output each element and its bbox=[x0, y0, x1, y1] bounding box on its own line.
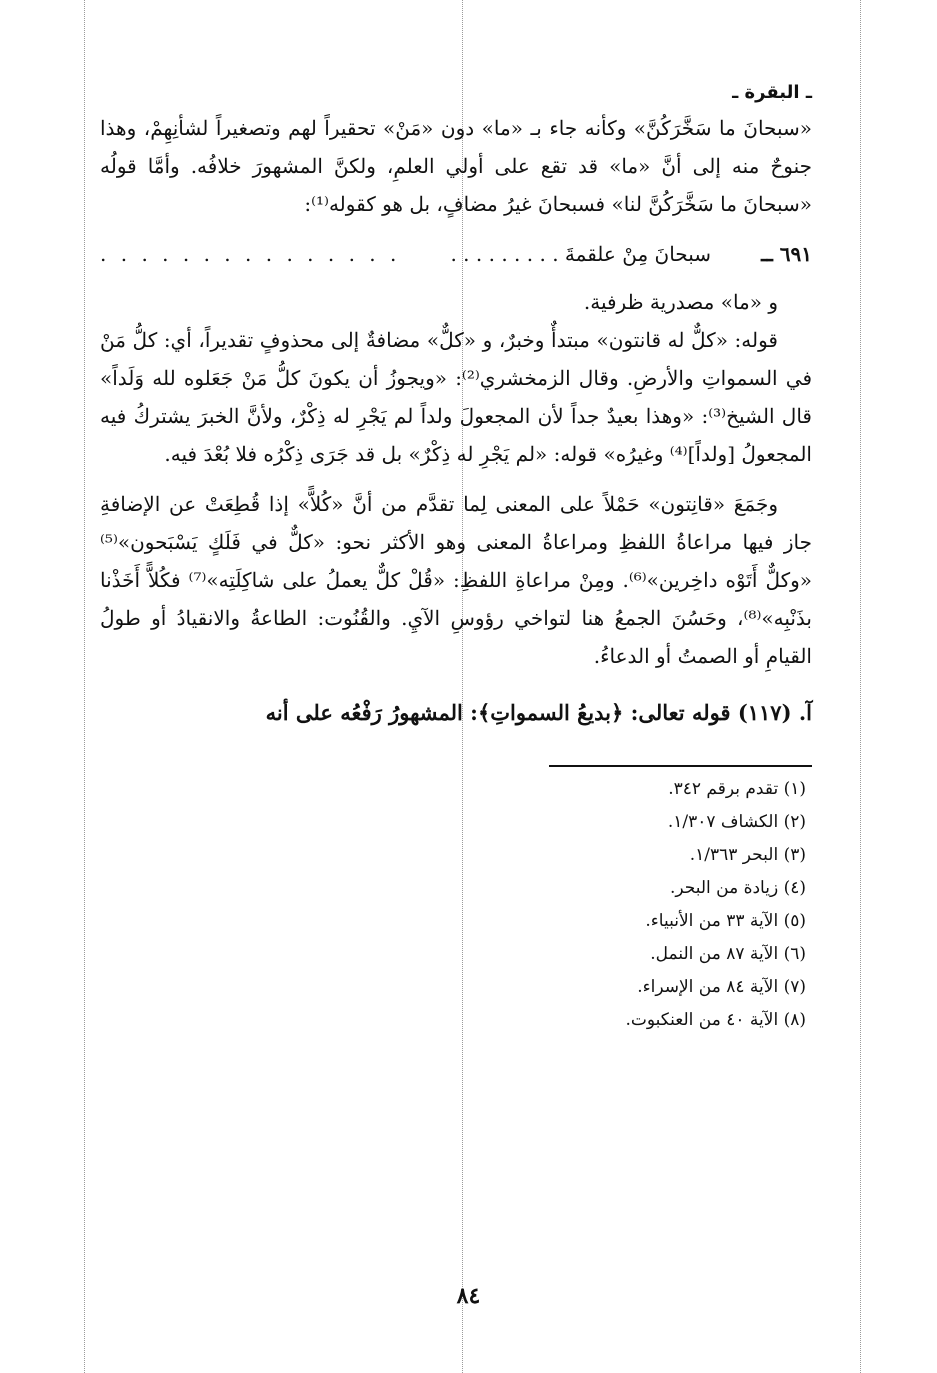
footnote-3: (٣) البحر ١/٣٦٣. bbox=[689, 845, 806, 865]
footnote-8: (٨) الآية ٤٠ من العنكبوت. bbox=[625, 1010, 806, 1030]
footnote-divider bbox=[549, 765, 812, 767]
paragraph-2: و «ما» مصدرية ظرفية. bbox=[583, 290, 778, 314]
verse-number: ٦٩١ ــ bbox=[761, 242, 812, 266]
verse-text: سبحانَ مِنْ علقمةَ . . . . . . . . . bbox=[450, 242, 711, 266]
verse-line bbox=[100, 235, 812, 273]
footnotes-list bbox=[100, 773, 812, 1037]
footnote-2: (٢) الكشاف ١/٣٠٧. bbox=[667, 812, 806, 832]
page-number: ٨٤ bbox=[456, 1283, 481, 1309]
fold-line-right bbox=[860, 0, 861, 1373]
fold-line-left bbox=[84, 0, 85, 1373]
footnote-6: (٦) الآية ٨٧ من النمل. bbox=[650, 944, 806, 964]
paragraph-4: وجَمَعَ «قانِتون» حَمْلاً على المعنى لِما تقدَّم من أنَّ «كُلاًّ» إذا قُطِعَتْ عن الإضافةِ جاز فيها مراعاةُ اللفظِ ومراعاةُ المعنى وهو الأكثر نحو: «كلٌّ في فَلَكٍ يَسْبَحون»⁽⁵⁾ «وكلٌّ أَتَوْه داخِرين»⁽⁶⁾. ومِنْ مراعاةِ اللفظِ: «قُلْ كلٌّ يعملُ على شاكِلَتِه»⁽⁷⁾ فكُلاًّ أَخَذْنا بذَنْبِه»⁽⁸⁾، وحَسُنَ الجمعُ هنا لتواخي رؤوسِ الآيِ. والقُنُوت: الطاعةُ والانقيادُ أو طولُ القيامِ أو الصمتُ أو الدعاءُ. bbox=[100, 492, 813, 668]
paragraph-1: «سبحانَ ما سَخَّرَكُنَّ» وكأنه جاء بـ «ما» دون «مَنْ» تحقيراً لهم وتصغيراً لشأنِهِمْ، وهذا جنوحٌ منه إلى أنَّ «ما» قد تقع على أولي العلمِ، ولكنَّ المشهورَ خلافُه. وأمَّا قولُه «سبحانَ ما سَخَّرَكُنَّ لنا» فسبحانَ غيرُ مضافٍ، بل هو كقوله⁽¹⁾: bbox=[100, 116, 812, 216]
paragraph-5: آ. (١١٧) قوله تعالى: ﴿بديعُ السمواتِ﴾: المشهورُ رَفْعُه على أنه bbox=[265, 700, 812, 725]
footnote-1: (١) تقدم برقم ٣٤٢. bbox=[668, 779, 806, 799]
running-header: ـ البقرة ـ bbox=[732, 82, 812, 103]
footnote-7: (٧) الآية ٨٤ من الإسراء. bbox=[637, 977, 806, 997]
verse-dots: . . . . . . . . . . . . . . . bbox=[100, 242, 401, 266]
footnote-5: (٥) الآية ٣٣ من الأنبياء. bbox=[645, 911, 806, 931]
footnote-4: (٤) زيادة من البحر. bbox=[669, 878, 806, 898]
page-body bbox=[100, 82, 812, 1037]
paragraph-3: قوله: «كلٌّ له قانتون» مبتدأٌ وخبرٌ، و «كلٌّ» مضافةٌ إلى محذوفٍ تقديراً، أي: كلُّ مَنْ في السمواتِ والأرضِ. وقال الزمخشري⁽²⁾: «ويجوزُ أن يكونَ كلُّ مَنْ جَعَلوه لله وَلَداً» قال الشيخ⁽³⁾: «وهذا بعيدٌ جداً لأن المجعولَ ولداً لم يَجْرِ له ذِكْرٌ، ولأنَّ الخبرَ يشتركُ فيه المجعولُ [ولداً]⁽⁴⁾ وغيرُه» قوله: «لم يَجْرِ له ذِكْرٌ» بل قد جَرَى ذِكْرُه فلا بُعْدَ فيه. bbox=[100, 328, 812, 466]
